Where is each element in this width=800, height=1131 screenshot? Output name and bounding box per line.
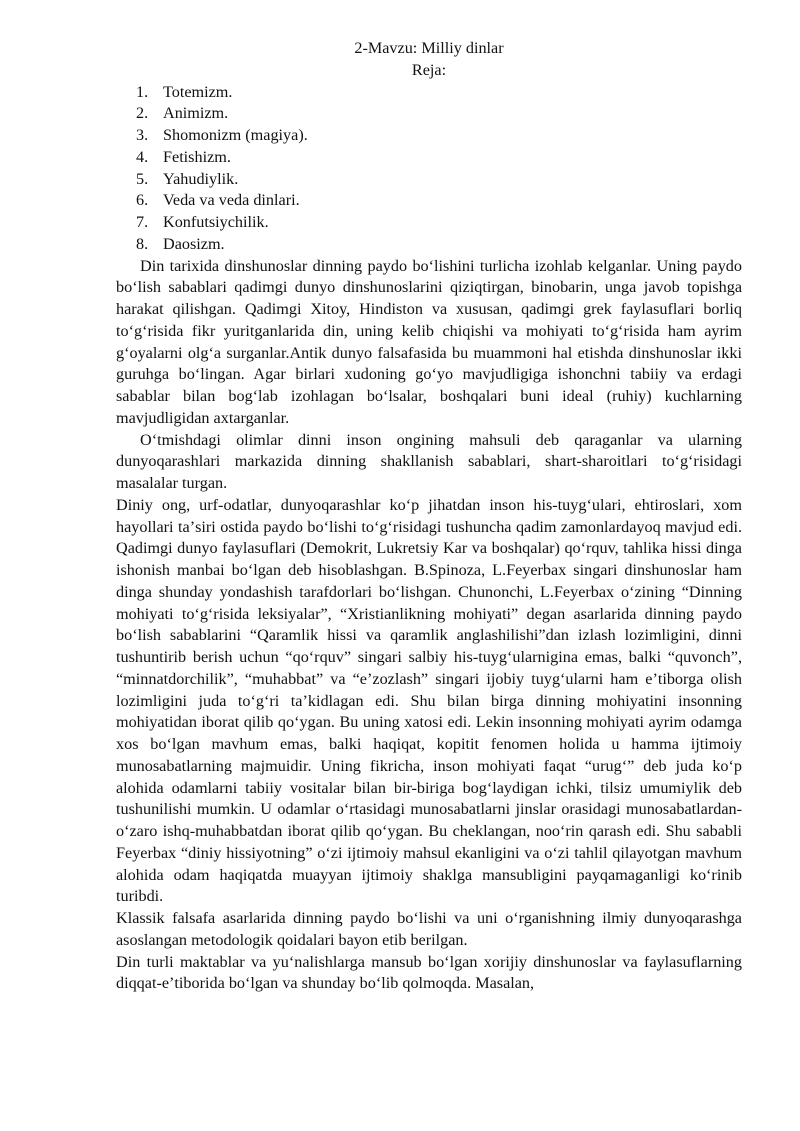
plan-item (116, 169, 742, 191)
plan-item-text: Yahudiylik. (163, 169, 239, 188)
plan-item (116, 212, 742, 234)
plan-item (116, 103, 742, 125)
plan-item-text: Veda va veda dinlari. (163, 191, 300, 210)
body-paragraph: Oʻtmishdagi olimlar dinni inson ongining mahsuli deb qaraganlar va ularning dunyoqarashlari markazida dinning shakllanish sabablari, shart-sharoitlari toʻgʻrisidagi masalalar turgan. (116, 430, 742, 492)
plan-item (116, 234, 742, 256)
plan-item-number: 4. (136, 147, 149, 166)
plan-heading: Reja: (411, 60, 447, 79)
plan-item-number: 7. (136, 213, 149, 231)
plan-list (116, 82, 742, 256)
plan-item (116, 190, 742, 212)
plan-item-number: 5. (136, 169, 149, 188)
body-paragraph: Diniy ong, urf-odatlar, dunyoqarashlar koʻp jihatdan inson his-tuygʻulari, ehtiroslari, xom hayollari taʼsiri ostida paydo boʻlishi toʻgʻrisidagi tushuncha qadim zamonlardayoq mavjud edi. Qadimgi dunyo faylasuflari (Demokrit, Lukretsiy Kar va boshqalar) qoʻrquv, tahlika hissi dinga ishonish manbai boʻlgan deb hisoblashgan. B.Spinoza, L.Feyerbax singari dinshunoslar ham dinga shunday yondashish tarafdorlari boʻlishgan. Chunonchi, L.Feyerbax oʻzining “Dinning mohiyati toʻgʻrisida leksiyalar”, “Xristianlikning mohiyati” degan asarlarida dinning paydo boʻlish sabablarini “Qaramlik hissi va qaramlik anglashilishi”dan izlash lozimligini, dinni tushuntirib berish uchun “qoʻrquv” singari salbiy his-tuygʻularnigina emas, balki “quvonch”, “minnatdorchilik”, “muhabbat” va “eʼzozlash” singari ijobiy tuygʻularni ham eʼtiborga olish lozimligini juda toʻgʻri taʼkidlagan edi. Shu bilan birga dinning mohiyatini insonning mohiyatidan iborat qilib qoʻygan. Bu uning xatosi edi. Lekin insonning mohiyati ayrim odamga xos boʻlgan mavhum emas, balki haqiqat, kopitit fenomen holida u hamma ijtimoiy munosabatlarning majmuidir. Uning fikricha, inson mohiyati faqat “urugʻ” deb juda koʻp alohida odamlarni tabiiy vositalar bilan bir-biriga bogʻlaydigan ichki, tilsiz umumiylik deb tushunilishi mumkin. U odamlar oʻrtasidagi munosabatlarni jinslar orasidagi munosabatlardan- oʻzaro ishq-muhabbatdan iborat qilib qoʻygan. Bu cheklangan, nooʻrin qarash edi. Shu sababli Feyerbax “diniy hissiyotning” oʻzi ijtimoiy mahsul ekanligini va oʻzi tahlil qilayotgan mavhum alohida odam haqiqatda muayyan ijtimoiy shaklga mansubligini payqamaganligi koʻrinib turibdi. (116, 495, 742, 906)
document-page (116, 38, 742, 995)
plan-item (116, 125, 742, 147)
plan-item-number: 8. (136, 234, 149, 253)
plan-item-text: Totemizm. (163, 82, 233, 101)
body-paragraph: Din tarixida dinshunoslar dinning paydo boʻlishini turlicha izohlab kelganlar. Uning paydo boʻlish sabablari qadimgi dunyo dinshunoslarini qiziqtirgan, binobarin, unga javob topishga harakat qilishgan. Qadimgi Xitoy, Hindiston va xususan, qadimgi grek faylasuflari borliq toʻgʻrisida fikr yuritganlarida din, uning kelib chiqishi va mohiyati toʻgʻrisida ham ayrim gʻoyalarni olgʻa surganlar.Antik dunyo falsafasida bu muammoni hal etishda dinshunoslar ikki guruhga boʻlingan. Agar birlari xudoning goʻyo mavjudligiga ishonchni tabiiy va erdagi sabablar bilan bogʻlab izohlagan boʻlsalar, boshqalari buni ideal (ruhiy) kuchlarning mavjudligidan axtarganlar. (116, 256, 742, 427)
plan-item-text: Shomonizm (magiya). (163, 126, 308, 144)
plan-item-text: Daosizm. (163, 234, 225, 253)
body-paragraph: Klassik falsafa asarlarida dinning paydo boʻlishi va uni oʻrganishning ilmiy dunyoqarashga asoslangan metodologik qoidalari bayon etib berilgan. (116, 909, 742, 949)
body-paragraph: Din turli maktablar va yuʻnalishlarga mansub boʻlgan xorijiy dinshunoslar va faylasuflarning diqqat-eʼtiborida boʻlgan va shunday boʻlib qolmoqda. Masalan, (116, 952, 742, 993)
plan-item (116, 147, 742, 169)
plan-item-number: 6. (136, 191, 149, 210)
plan-item-number: 2. (136, 104, 149, 123)
plan-item-number: 3. (136, 126, 149, 144)
plan-item-text: Fetishizm. (163, 147, 231, 166)
document-title: 2-Mavzu: Milliy dinlar (354, 39, 504, 57)
plan-item-number: 1. (136, 82, 149, 101)
plan-item-text: Animizm. (163, 104, 229, 123)
plan-item (116, 82, 742, 104)
plan-item-text: Konfutsiychilik. (163, 213, 269, 231)
